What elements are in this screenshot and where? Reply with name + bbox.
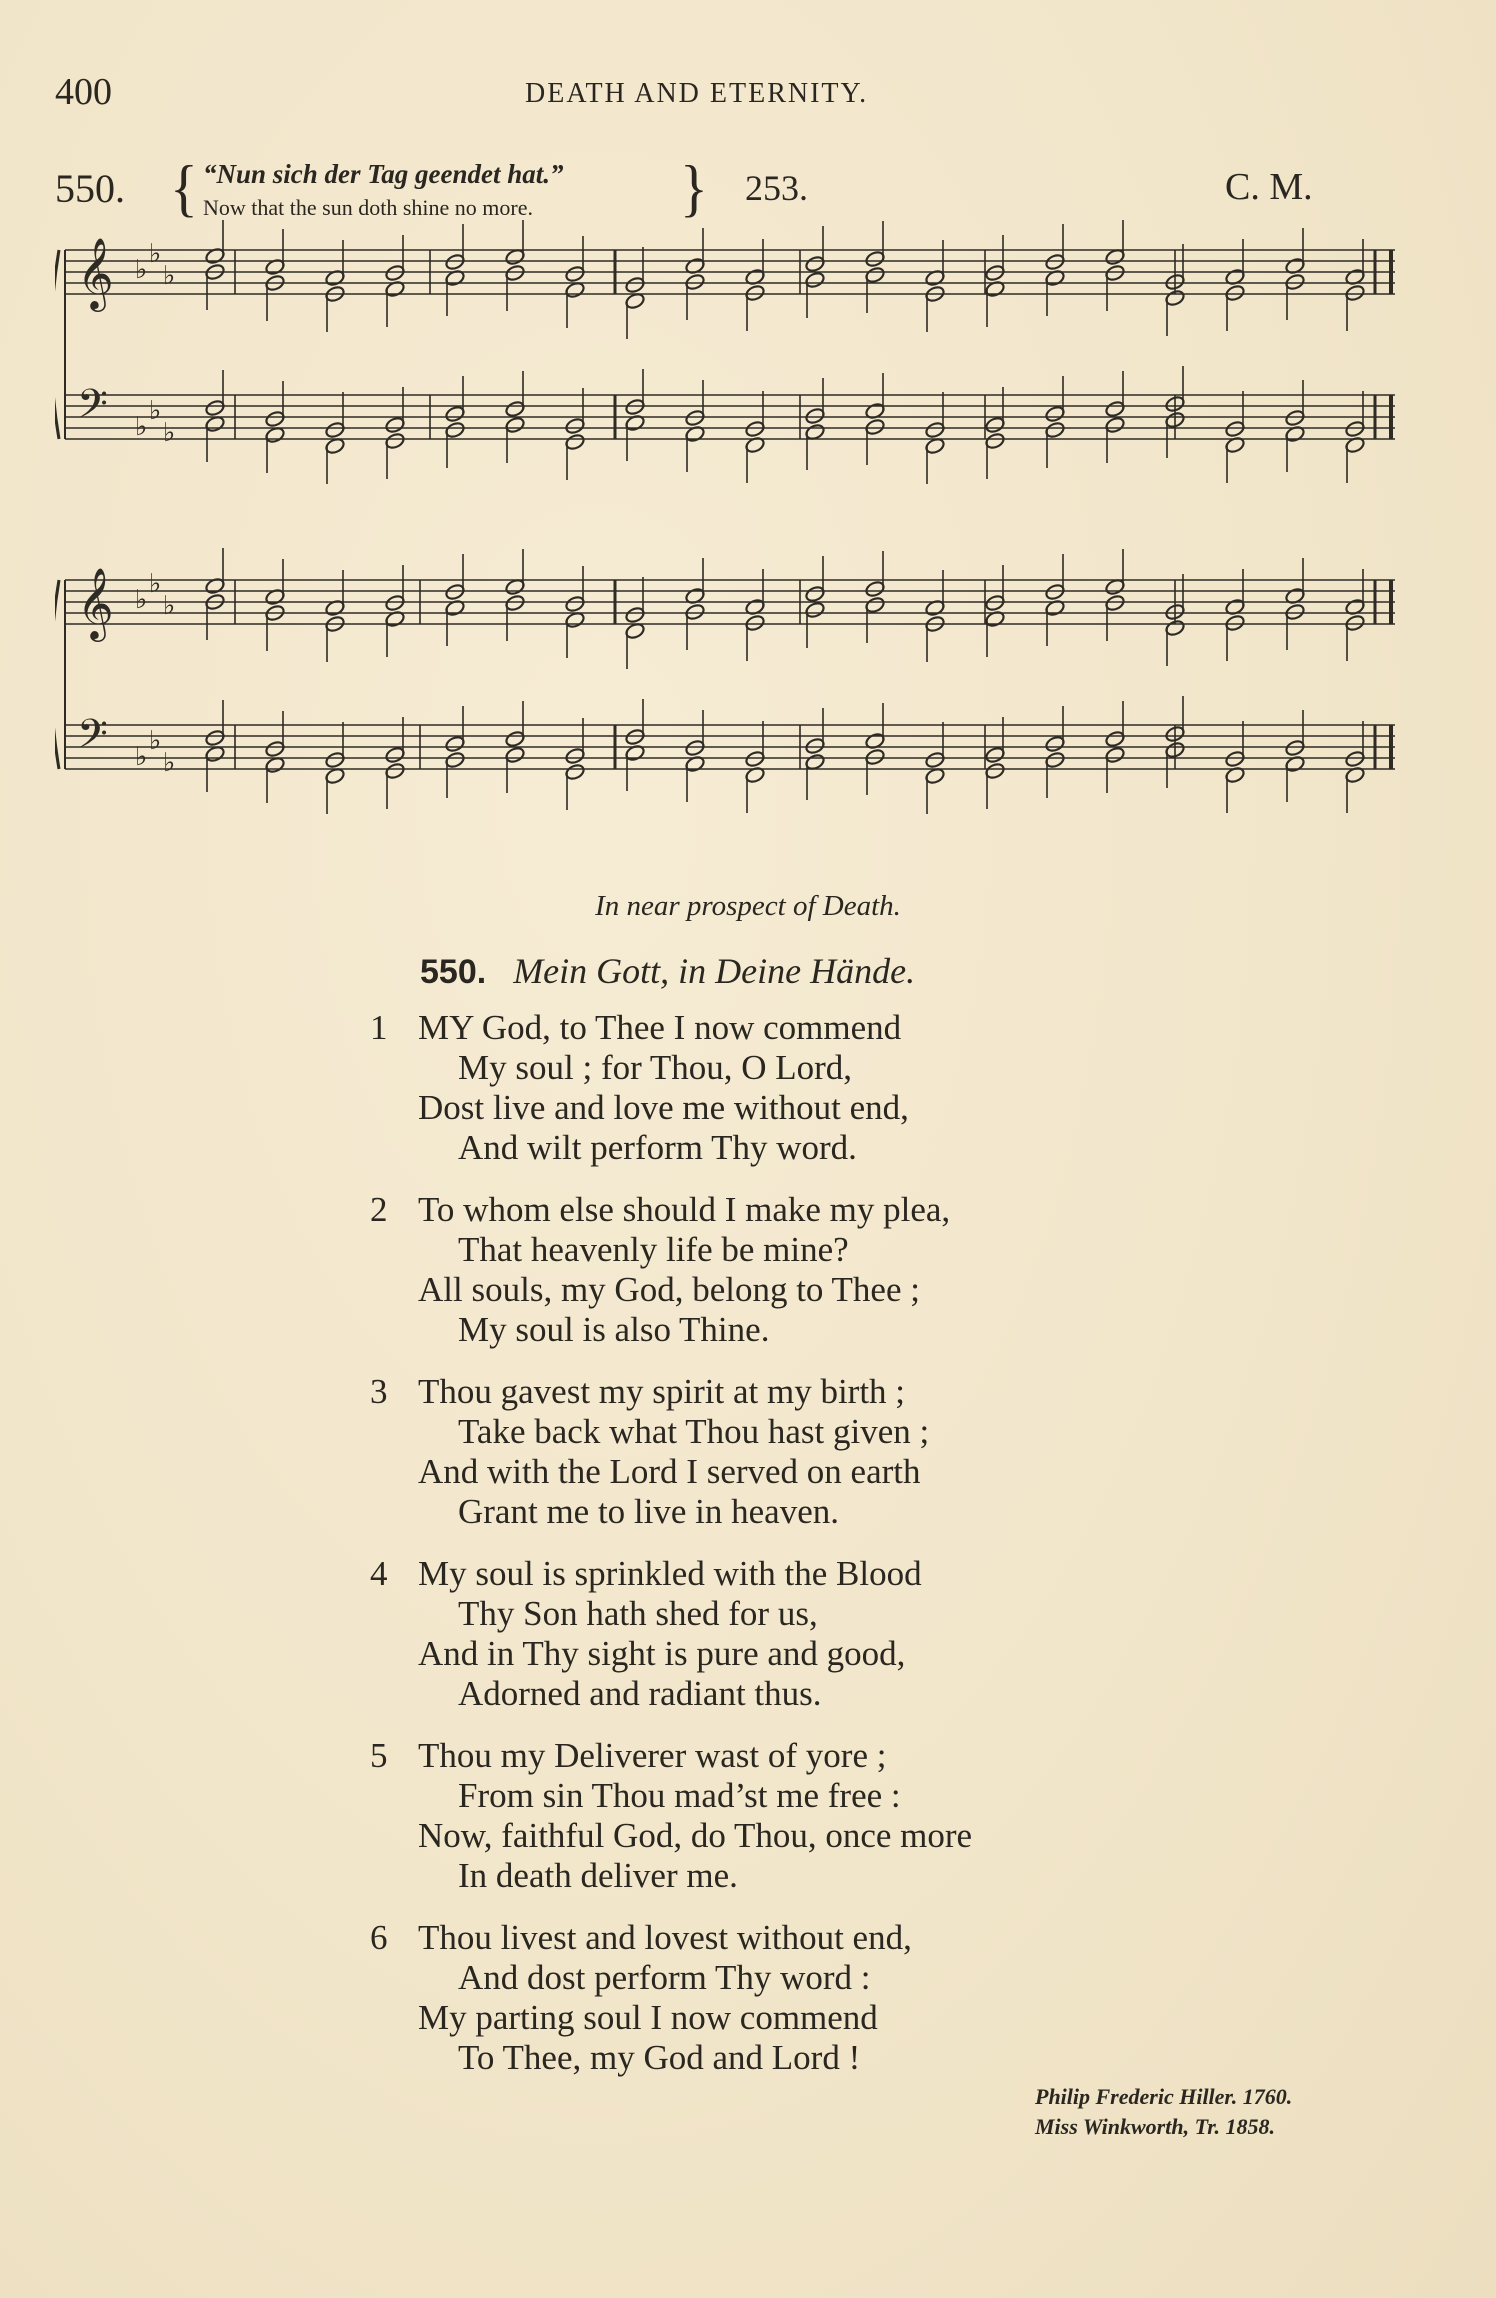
verse xyxy=(370,1554,1170,1714)
translator-credit: Miss Winkworth, Tr. 1858. xyxy=(1035,2114,1276,2139)
verse-line-text: Thou gavest my spirit at my birth ; xyxy=(418,1372,906,1411)
verse-line-text: Grant me to live in heaven. xyxy=(458,1492,839,1531)
verse-line xyxy=(370,1594,1170,1634)
svg-text:𝄞: 𝄞 xyxy=(77,566,114,639)
verse-line xyxy=(370,1008,1170,1048)
verse-line-text: And dost perform Thy word : xyxy=(458,1958,871,1997)
verse-line xyxy=(370,1554,1170,1594)
meter: C. M. xyxy=(1225,166,1313,208)
tune-english-title: Now that the sun doth shine no more. xyxy=(203,195,533,220)
music-score xyxy=(55,220,1405,840)
author-credit: Philip Frederic Hiller. 1760. xyxy=(1035,2084,1293,2109)
verse-line-text: My soul ; for Thou, O Lord, xyxy=(458,1048,853,1087)
verse-number: 3 xyxy=(370,1372,388,1411)
verse-number: 6 xyxy=(370,1918,388,1957)
svg-text:♭: ♭ xyxy=(135,585,148,615)
music-notation-icon xyxy=(55,220,1405,840)
verse-line xyxy=(370,1088,1170,1128)
verse-line xyxy=(370,1310,1170,1350)
verse xyxy=(370,1918,1170,2078)
verse-line-text: And wilt perform Thy word. xyxy=(458,1128,857,1167)
right-brace-icon: } xyxy=(680,151,708,224)
tune-number: 550. xyxy=(55,166,125,211)
verse-line xyxy=(370,1856,1170,1896)
verse xyxy=(370,1736,1170,1896)
svg-text:𝄢: 𝄢 xyxy=(77,381,108,437)
verse-line xyxy=(370,1492,1170,1532)
verse-line xyxy=(370,1270,1170,1310)
svg-text:♭: ♭ xyxy=(135,412,148,442)
verse-line-text: In death deliver me. xyxy=(458,1856,738,1895)
svg-text:♭: ♭ xyxy=(163,261,176,291)
hymn-verses xyxy=(370,1008,1170,2100)
verse-line-text: To Thee, my God and Lord ! xyxy=(458,2038,861,2077)
verse-line xyxy=(370,1190,1170,1230)
verse-line-text: Adorned and radiant thus. xyxy=(458,1674,822,1713)
verse-line-text: Thou my Deliverer wast of yore ; xyxy=(418,1736,887,1775)
svg-text:♭: ♭ xyxy=(135,742,148,772)
verse-number: 5 xyxy=(370,1736,388,1775)
verse-line xyxy=(370,1634,1170,1674)
verse-line-text: Thou livest and lovest without end, xyxy=(418,1918,912,1957)
attribution xyxy=(1035,2082,1292,2142)
verse-line-text: To whom else should I make my plea, xyxy=(418,1190,951,1229)
svg-text:♭: ♭ xyxy=(163,418,176,448)
svg-text:♭: ♭ xyxy=(163,591,176,621)
page-number: 400 xyxy=(55,71,112,113)
verse xyxy=(370,1008,1170,1168)
tune-index: 253. xyxy=(745,168,808,208)
verse-line-text: Dost live and love me without end, xyxy=(418,1088,909,1127)
verse xyxy=(370,1372,1170,1532)
svg-text:♭: ♭ xyxy=(149,239,162,269)
verse-line xyxy=(370,1128,1170,1168)
verse-line xyxy=(370,1230,1170,1270)
verse-line-text: Thy Son hath shed for us, xyxy=(458,1594,818,1633)
verse xyxy=(370,1190,1170,1350)
left-brace-icon: { xyxy=(170,151,198,224)
svg-text:♭: ♭ xyxy=(149,726,162,756)
verse-line xyxy=(370,1412,1170,1452)
verse-line xyxy=(370,1816,1170,1856)
hymn-title xyxy=(420,950,915,992)
svg-text:♭: ♭ xyxy=(163,748,176,778)
verse-line-text: From sin Thou mad’st me free : xyxy=(458,1776,901,1815)
occasion-heading: In near prospect of Death. xyxy=(595,890,901,922)
verse-line xyxy=(370,1736,1170,1776)
verse-line-text: And in Thy sight is pure and good, xyxy=(418,1634,906,1673)
page-header xyxy=(55,70,1385,120)
svg-text:𝄢: 𝄢 xyxy=(77,711,108,767)
svg-text:♭: ♭ xyxy=(149,569,162,599)
verse-line-text: And with the Lord I served on earth xyxy=(418,1452,921,1491)
verse-line-text: My soul is also Thine. xyxy=(458,1310,770,1349)
verse-line xyxy=(370,1048,1170,1088)
verse-line xyxy=(370,1918,1170,1958)
verse-line-text: All souls, my God, belong to Thee ; xyxy=(418,1270,920,1309)
running-title: DEATH AND ETERNITY. xyxy=(525,78,869,109)
svg-text:♭: ♭ xyxy=(135,255,148,285)
verse-line xyxy=(370,1372,1170,1412)
verse-line-text: Take back what Thou hast given ; xyxy=(458,1412,930,1451)
verse-line-text: My parting soul I now commend xyxy=(418,1998,878,2037)
verse-line xyxy=(370,2038,1170,2078)
svg-text:𝄞: 𝄞 xyxy=(77,236,114,309)
verse-line-text: MY God, to Thee I now commend xyxy=(418,1008,902,1047)
verse-number: 1 xyxy=(370,1008,388,1047)
verse-line xyxy=(370,1958,1170,1998)
svg-text:♭: ♭ xyxy=(149,396,162,426)
hymn-title-text: Mein Gott, in Deine Hände. xyxy=(513,951,916,991)
verse-line xyxy=(370,1776,1170,1816)
verse-line-text: Now, faithful God, do Thou, once more xyxy=(418,1816,973,1855)
verse-number: 2 xyxy=(370,1190,388,1229)
hymn-number: 550. xyxy=(420,953,487,991)
verse-line xyxy=(370,1452,1170,1492)
tune-german-title: “Nun sich der Tag geendet hat.” xyxy=(203,159,564,189)
verse-line-text: That heavenly life be mine? xyxy=(458,1230,849,1269)
verse-line xyxy=(370,1674,1170,1714)
verse-number: 4 xyxy=(370,1554,388,1593)
verse-line xyxy=(370,1998,1170,2038)
verse-line-text: My soul is sprinkled with the Blood xyxy=(418,1554,922,1593)
